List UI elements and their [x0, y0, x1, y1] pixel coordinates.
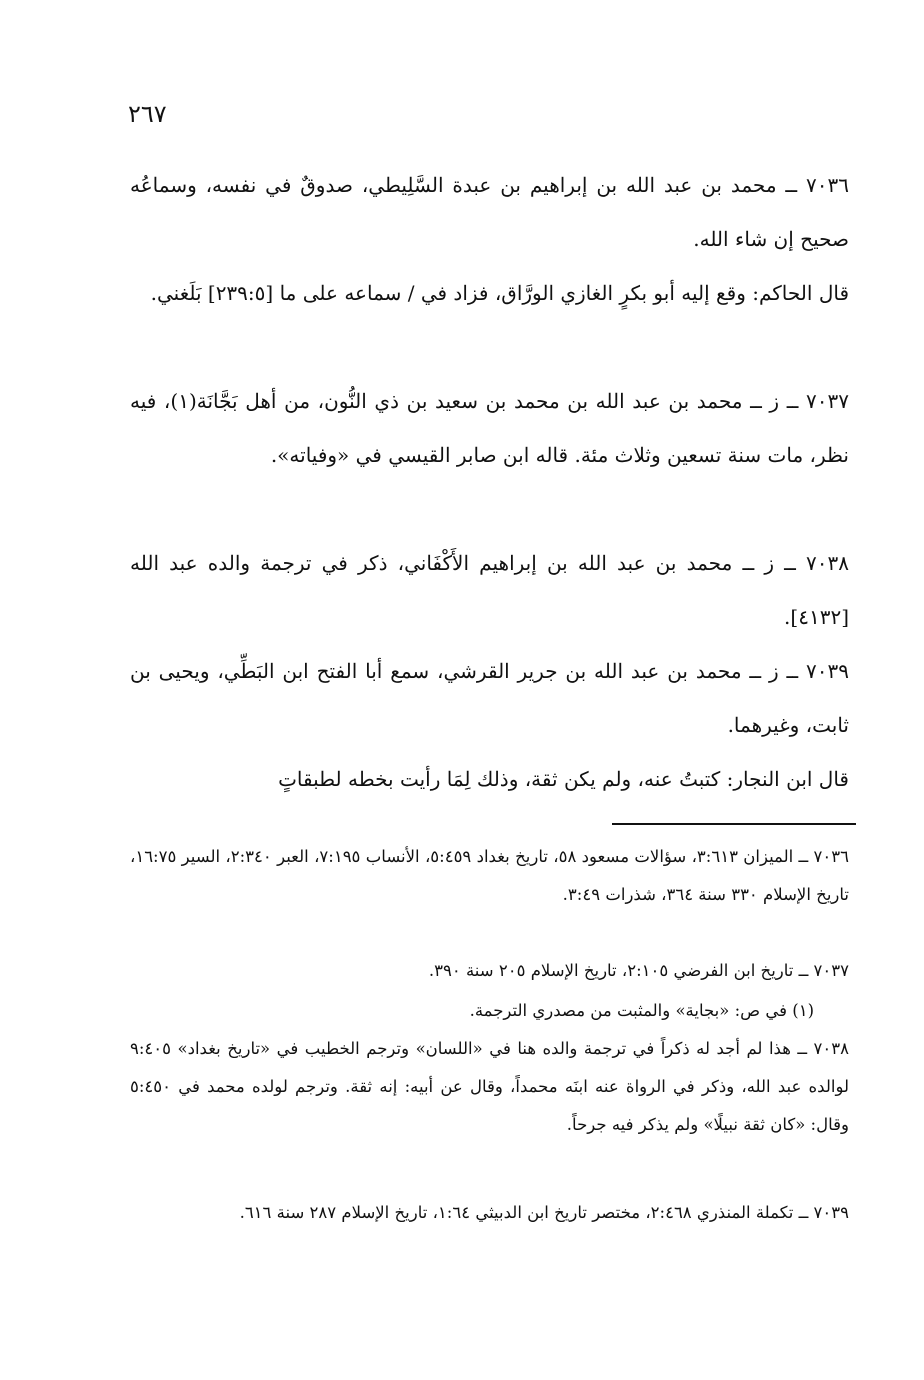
- page-number: ٢٦٧: [128, 100, 167, 128]
- entry-7037: ٧٠٣٧ ــ ز ــ محمد بن عبد الله بن محمد بن سعيد بن ذي النُّون، من أهل بَجَّانَة(١)، فيه نظر، مات سنة تسعين وثلاث مئة. قاله ابن صابر القيسي في «وفياته».: [130, 389, 849, 467]
- footnote-7036: ٧٠٣٦ ــ الميزان ٣:٦١٣، سؤالات مسعود ٥٨، تاريخ بغداد ٥:٤٥٩، الأنساب ٧:١٩٥، العبر ٢:٣٤٠، السير ١٦:٧٥، تاريخ الإسلام ٣٣٠ سنة ٣٦٤، شذرات ٣:٤٩.: [130, 847, 849, 904]
- entry-7038: ٧٠٣٨ ــ ز ــ محمد بن عبد الله بن إبراهيم الأَكْفَاني، ذكر في ترجمة والده عبد الله [٤١٣٢].: [130, 551, 849, 629]
- footnote-7038: ٧٠٣٨ ــ هذا لم أجد له ذكراً في ترجمة والده هنا في «اللسان» وترجم الخطيب في «تاريخ بغداد» ٩:٤٠٥ لوالده عبد الله، وذكر في الرواة عنه ابنَه محمداً، وقال عن أبيه: إنه ثقة. وترجم لولده محمد في ٥:٤٥٠ وقال: «كان ثقة نبيلًا» ولم يذكر فيه جرحاً.: [130, 1039, 849, 1134]
- footnote-1: (١) في ص: «بجاية» والمثبت من مصدري الترجمة.: [469, 1001, 814, 1020]
- footnote-7037: ٧٠٣٧ ــ تاريخ ابن الفرضي ٢:١٠٥، تاريخ الإسلام ٢٠٥ سنة ٣٩٠.: [428, 961, 849, 980]
- entry-7039: ٧٠٣٩ ــ ز ــ محمد بن عبد الله بن جرير القرشي، سمع أبا الفتح ابن البَطِّي، ويحيى بن ثابت، وغيرهما.: [130, 659, 849, 737]
- entry-7036-hakim: قال الحاكم: وقع إليه أبو بكرٍ الغازي الورَّاق، فزاد في / سماعه على ما [٢٣٩:٥] بَلَغني.: [150, 281, 849, 305]
- footnote-divider: [612, 823, 856, 825]
- entry-7036: ٧٠٣٦ ــ محمد بن عبد الله بن إبراهيم بن عبدة السَّلِيطي، صدوقٌ في نفسه، وسماعُه صحيح إن شاء الله.: [130, 173, 849, 251]
- footnote-7039: ٧٠٣٩ ــ تكملة المنذري ٢:٤٦٨، مختصر تاريخ ابن الدبيثي ١:٦٤، تاريخ الإسلام ٢٨٧ سنة ٦١٦.: [239, 1203, 849, 1222]
- entry-7039-najjar: قال ابن النجار: كتبتُ عنه، ولم يكن ثقة، وذلك لِمَا رأيت بخطه لطبقاتٍ: [278, 767, 849, 791]
